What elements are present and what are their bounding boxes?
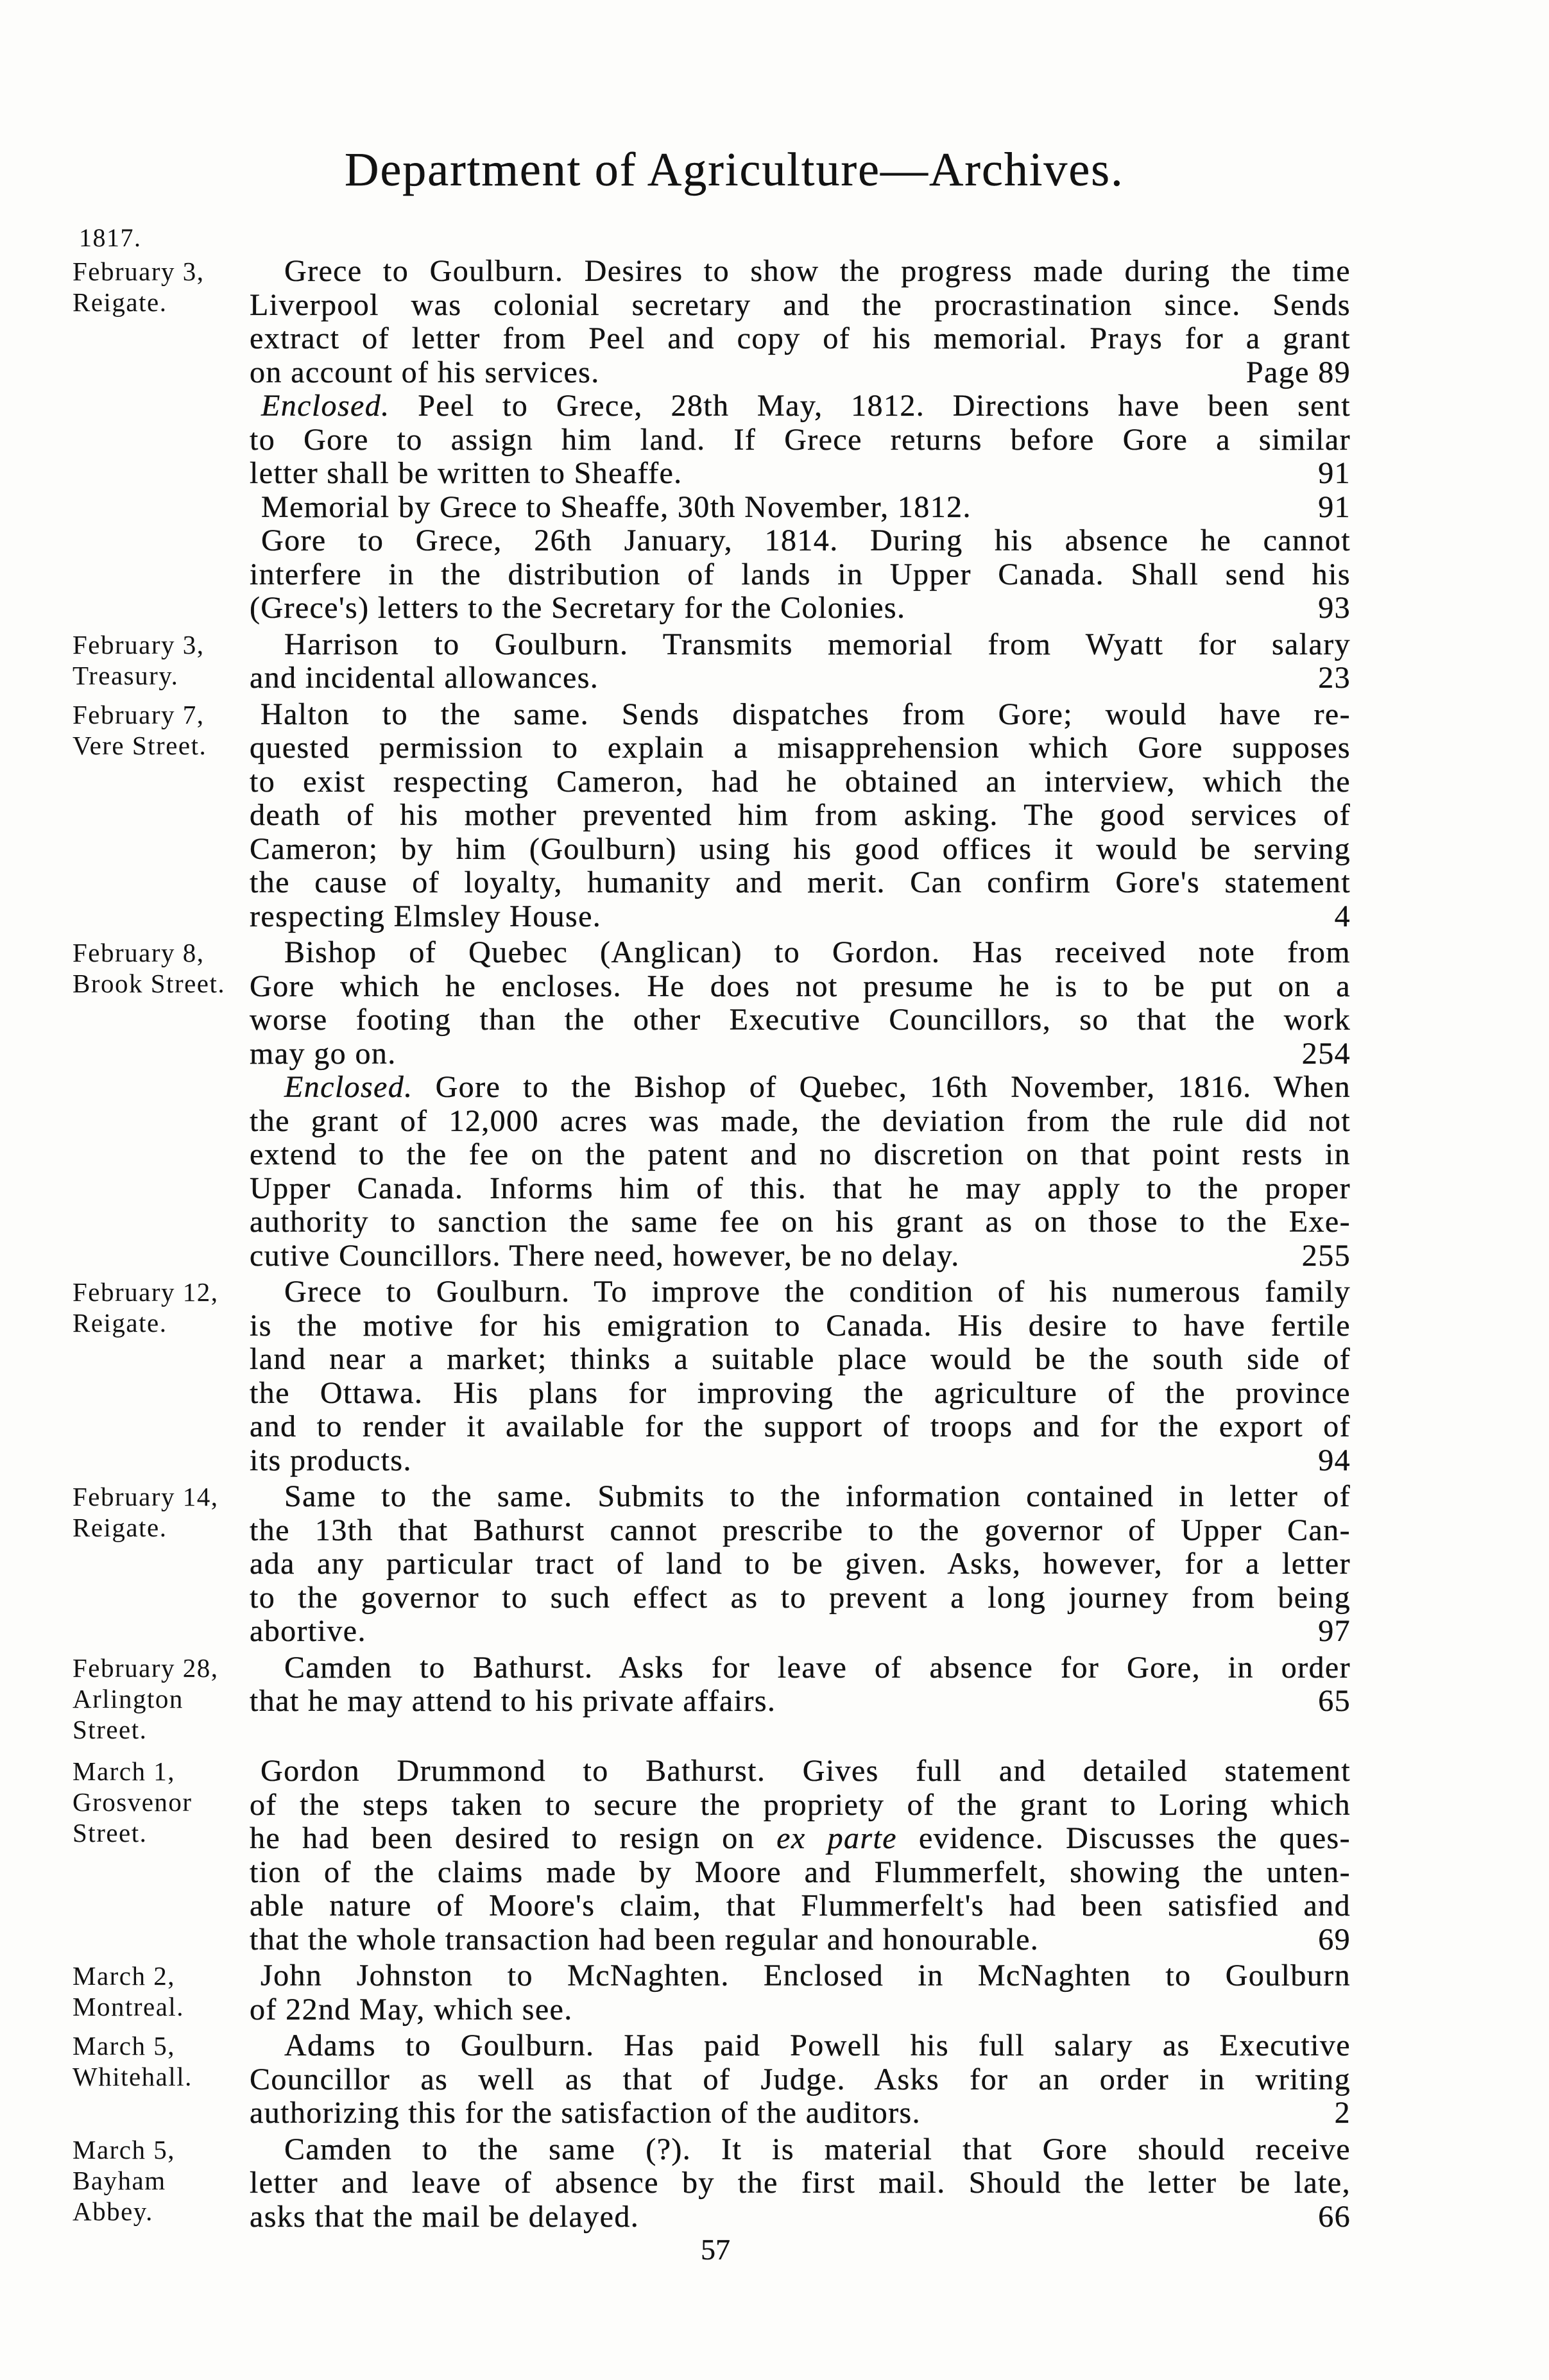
line-text: Adams to Goulburn. Has paid Powell his full salary as Executive: [284, 2028, 1351, 2062]
entry-paragraph: [250, 698, 1351, 934]
entry-margin: [73, 2030, 241, 2092]
line-text: Memorial by Grece to Sheaffe, 30th November, 1812.: [261, 489, 971, 524]
line-text: is the motive for his emigration to Canada. His desire to have fertile: [250, 1308, 1351, 1343]
line-text: able nature of Moore's claim, that Flummerfelt's had been satisfied and: [250, 1889, 1351, 1923]
line-text: Gordon Drummond to Bathurst. Gives full and detailed statement: [261, 1754, 1351, 1788]
entry-margin: [73, 629, 241, 691]
entry-body: [250, 1651, 1351, 1719]
entry-margin: [73, 1960, 241, 2022]
text-line: [250, 457, 1351, 491]
line-text: Camden to Bathurst. Asks for leave of absence for Gore, in order: [284, 1650, 1351, 1685]
entry-place: Treasury.: [73, 660, 179, 690]
entry-paragraph: [250, 1959, 1351, 2027]
page-reference: Page 89: [1245, 355, 1351, 389]
entry-body: [250, 1755, 1351, 1957]
text-line: [250, 2166, 1351, 2200]
entry-body: [250, 2133, 1351, 2234]
line-text: the cause of loyalty, humanity and merit. Can confirm Gore's statement: [250, 865, 1351, 899]
text-line: [250, 1923, 1351, 1957]
line-text: Gore which he encloses. He does not presume he is to be put on a: [250, 969, 1351, 1003]
entry-date: February 14,: [73, 1482, 219, 1511]
text-line: [250, 491, 1351, 525]
entry-paragraph: [250, 389, 1351, 491]
page-reference: 97: [1318, 1614, 1351, 1648]
text-line: [250, 1651, 1351, 1685]
entry-place: Whitehall.: [73, 2062, 193, 2091]
text-line: [250, 2200, 1351, 2234]
entry-margin: [73, 2134, 241, 2227]
text-line: [250, 661, 1351, 695]
line-text: Harrison to Goulburn. Transmits memorial from Wyatt for salary: [284, 627, 1351, 661]
text-line: [250, 558, 1351, 592]
line-text: Cameron; by him (Goulburn) using his good offices it would be serving: [250, 831, 1351, 866]
entry-body: [250, 1275, 1351, 1477]
entry-place: Montreal.: [73, 1992, 185, 2021]
page-reference: 2: [1334, 2096, 1351, 2130]
entry-body: [250, 1959, 1351, 2027]
entry-date: February 8,: [73, 938, 205, 967]
entry-date: March 5,: [73, 2031, 176, 2061]
text-line: [250, 1755, 1351, 1789]
entry-place: Arlington: [73, 1683, 184, 1713]
entry-paragraph: [250, 1651, 1351, 1719]
line-text: the Ottawa. His plans for improving the agriculture of the province: [250, 1375, 1351, 1410]
text-line: [250, 1685, 1351, 1719]
entry-margin: [73, 1756, 241, 1848]
text-line: [250, 1003, 1351, 1037]
text-line: [250, 1138, 1351, 1172]
line-text: may go on.: [250, 1036, 397, 1071]
page-reference: 66: [1318, 2199, 1351, 2234]
entry-paragraph: [250, 524, 1351, 625]
entry-paragraph: [250, 1480, 1351, 1649]
line-text: of the steps taken to secure the propriety of the grant to Loring which: [250, 1787, 1351, 1822]
text-segment: evidence. Discusses the ques-: [896, 1821, 1351, 1855]
entry-date: February 7,: [73, 699, 205, 729]
page-reference: 93: [1318, 591, 1351, 625]
text-segment: he had been desired to resign on: [250, 1821, 777, 1855]
text-line: [250, 1105, 1351, 1139]
text-line: [250, 765, 1351, 799]
text-line: [250, 1205, 1351, 1239]
line-text: ada any particular tract of land to be given. Asks, however, for a letter: [250, 1547, 1351, 1581]
text-line: [250, 799, 1351, 833]
line-text: to exist respecting Cameron, had he obtained an interview, which the: [250, 764, 1351, 799]
line-text: Same to the same. Submits to the information contained in letter of: [284, 1479, 1351, 1513]
page-reference: 65: [1318, 1684, 1351, 1718]
text-line: [250, 866, 1351, 900]
entry-margin: [73, 699, 241, 761]
line-text: that the whole transaction had been regular and honourable.: [250, 1922, 1040, 1957]
line-text: of 22nd May, which see.: [250, 1992, 573, 2027]
line-text: and to render it available for the support of troops and for the export of: [250, 1409, 1351, 1443]
line-text: [284, 1070, 1351, 1104]
text-line: [250, 1514, 1351, 1548]
line-text: letter shall be written to Sheaffe.: [250, 456, 683, 490]
calendar-entry: [73, 2132, 1351, 2234]
text-line: [250, 591, 1351, 625]
entry-date: February 28,: [73, 1653, 219, 1683]
text-line: [250, 1275, 1351, 1309]
calendar-entry: [73, 627, 1351, 695]
calendar-entry: [73, 1275, 1351, 1477]
line-text: letter and leave of absence by the first mail. Should the letter be late,: [250, 2166, 1351, 2200]
line-text: interfere in the distribution of lands in Upper Canada. Shall send his: [250, 557, 1351, 591]
entry-place: Street.: [73, 1818, 148, 1848]
entry-date: March 1,: [73, 1756, 176, 1786]
entry-body: [250, 628, 1351, 695]
text-segment: Gore to the Bishop of Quebec, 16th November, 1816. When: [413, 1070, 1351, 1104]
text-line: [250, 1993, 1351, 2027]
line-text: Halton to the same. Sends dispatches from Gore; would have re-: [261, 697, 1351, 731]
line-text: extract of letter from Peel and copy of his memorial. Prays for a grant: [250, 321, 1351, 355]
line-text: tion of the claims made by Moore and Flummerfelt, showing the unten-: [250, 1855, 1351, 1889]
line-text: the grant of 12,000 acres was made, the deviation from the rule did not: [250, 1103, 1351, 1138]
text-line: [250, 1547, 1351, 1581]
entry-paragraph: [250, 1275, 1351, 1477]
line-text: Councillor as well as that of Judge. Asks for an order in writing: [250, 2062, 1351, 2096]
entry-place: Grosvenor: [73, 1787, 193, 1817]
line-text: land near a market; thinks a suitable place would be the south side of: [250, 1342, 1351, 1376]
page-reference: 23: [1318, 661, 1351, 695]
entry-place: Reigate.: [73, 287, 167, 317]
line-text: asks that the mail be delayed.: [250, 2199, 640, 2234]
text-line: [250, 731, 1351, 765]
text-line: [250, 255, 1351, 289]
page-number: 57: [701, 2233, 730, 2266]
entry-paragraph: [250, 936, 1351, 1071]
calendar-entry: [73, 223, 1351, 625]
line-text: Grece to Goulburn. To improve the condition of his numerous family: [284, 1275, 1351, 1309]
entry-date: March 5,: [73, 2134, 176, 2164]
entry-margin: [73, 937, 241, 999]
text-line: [250, 833, 1351, 867]
entry-place: Street.: [73, 1714, 148, 1744]
page-reference: 254: [1301, 1036, 1351, 1071]
line-text: Bishop of Quebec (Anglican) to Gordon. Has received note from: [284, 935, 1351, 969]
entry-date: March 2,: [73, 1961, 176, 1991]
text-segment: Peel to Grece, 28th May, 1812. Directions have been sent: [389, 389, 1351, 423]
line-text: on account of his services.: [250, 355, 600, 389]
entry-margin: [73, 1653, 241, 1745]
line-text: John Johnston to McNaghten. Enclosed in McNaghten to Goulburn: [261, 1959, 1351, 1993]
text-line: [250, 1889, 1351, 1923]
text-line: [250, 1615, 1351, 1649]
line-text: to the governor to such effect as to prevent a long journey from being: [250, 1580, 1351, 1615]
entry-place: Brook Street.: [73, 969, 226, 998]
entry-place: Reigate.: [73, 1513, 167, 1542]
year-heading: 1817.: [79, 223, 142, 252]
entry-paragraph: [250, 1755, 1351, 1957]
line-text: [250, 1821, 1351, 1855]
entry-paragraph: [250, 491, 1351, 525]
line-text: cutive Councillors. There need, however, be no delay.: [250, 1238, 960, 1273]
text-line: [250, 1480, 1351, 1514]
text-line: [250, 970, 1351, 1004]
entry-date: February 12,: [73, 1277, 219, 1307]
entry-margin: [73, 223, 241, 318]
text-line: [250, 2133, 1351, 2167]
entry-body: [250, 1480, 1351, 1649]
page-reference: 69: [1318, 1922, 1351, 1957]
text-line: [250, 1822, 1351, 1856]
entry-paragraph: [250, 628, 1351, 695]
line-text: authority to sanction the same fee on his grant as on those to the Exe-: [250, 1205, 1351, 1239]
line-text: abortive.: [250, 1614, 366, 1648]
text-line: [250, 2063, 1351, 2097]
entries-list: [73, 223, 1351, 2234]
text-line: [250, 1789, 1351, 1823]
text-line: [250, 628, 1351, 662]
text-line: [250, 356, 1351, 390]
text-line: [250, 1856, 1351, 1890]
page-reference: 94: [1318, 1443, 1351, 1477]
line-text: Grece to Goulburn. Desires to show the progress made during the time: [284, 254, 1351, 288]
line-text: authorizing this for the satisfaction of the auditors.: [250, 2096, 921, 2130]
entry-date: February 3,: [73, 629, 205, 659]
line-text: worse footing than the other Executive Councillors, so that the work: [250, 1003, 1351, 1037]
line-text: Camden to the same (?). It is material that Gore should receive: [284, 2132, 1351, 2166]
entry-paragraph: [250, 2133, 1351, 2234]
text-line: [250, 289, 1351, 323]
entry-place: Bayham: [73, 2165, 166, 2195]
page-reference: 91: [1318, 456, 1351, 490]
line-text: its products.: [250, 1443, 412, 1477]
page-reference: 255: [1301, 1238, 1351, 1273]
page-reference: 4: [1334, 899, 1351, 933]
text-line: [250, 1581, 1351, 1615]
italic-text: ex parte: [776, 1821, 897, 1855]
text-line: [250, 1343, 1351, 1377]
text-line: [250, 698, 1351, 732]
text-line: [250, 389, 1351, 423]
text-line: [250, 1037, 1351, 1071]
page-title: Department of Agriculture—Archives.: [345, 144, 1124, 196]
entry-paragraph: [250, 1071, 1351, 1273]
text-line: [250, 1410, 1351, 1444]
entry-date: February 3,: [73, 257, 205, 286]
text-line: [250, 2096, 1351, 2130]
text-line: [250, 524, 1351, 558]
line-text: respecting Elmsley House.: [250, 899, 602, 933]
line-text: the 13th that Bathurst cannot prescribe to the governor of Upper Can-: [250, 1513, 1351, 1547]
text-line: [250, 1377, 1351, 1411]
entry-place: Reigate.: [73, 1308, 167, 1338]
text-line: [250, 1239, 1351, 1273]
line-text: Liverpool was colonial secretary and the procrastination since. Sends: [250, 287, 1351, 322]
line-text: and incidental allowances.: [250, 661, 599, 695]
calendar-entry: [73, 1959, 1351, 2027]
line-text: quested permission to explain a misapprehension which Gore supposes: [250, 731, 1351, 765]
page-reference: 91: [1318, 489, 1351, 524]
line-text: extend to the fee on the patent and no discretion on that point rests in: [250, 1137, 1351, 1171]
text-line: [250, 1444, 1351, 1478]
text-line: [250, 1172, 1351, 1206]
entry-place: Vere Street.: [73, 730, 207, 760]
line-text: [261, 389, 1351, 423]
text-line: [250, 1309, 1351, 1343]
calendar-entry: [73, 1479, 1351, 1649]
entry-margin: [73, 1277, 241, 1338]
entry-body: [250, 936, 1351, 1273]
text-line: [250, 936, 1351, 970]
entry-margin: [73, 1481, 241, 1543]
entry-paragraph: [250, 2029, 1351, 2130]
text-line: [250, 1071, 1351, 1105]
line-text: to Gore to assign him land. If Grece returns before Gore a similar: [250, 422, 1351, 457]
text-line: [250, 1959, 1351, 1993]
entry-body: [250, 255, 1351, 625]
calendar-entry: [73, 2028, 1351, 2130]
text-line: [250, 423, 1351, 457]
calendar-entry: [73, 935, 1351, 1273]
text-line: [250, 322, 1351, 356]
entry-place: Abbey.: [73, 2196, 153, 2226]
line-text: Gore to Grece, 26th January, 1814. During his absence he cannot: [261, 523, 1351, 557]
line-text: Upper Canada. Informs him of this. that he may apply to the proper: [250, 1171, 1351, 1205]
text-line: [250, 900, 1351, 934]
entry-body: [250, 2029, 1351, 2130]
text-line: [250, 2029, 1351, 2063]
line-text: death of his mother prevented him from asking. The good services of: [250, 798, 1351, 832]
entry-body: [250, 698, 1351, 934]
calendar-entry: [73, 1754, 1351, 1957]
entry-paragraph: [250, 255, 1351, 389]
line-text: that he may attend to his private affairs.: [250, 1684, 776, 1718]
calendar-entry: [73, 697, 1351, 934]
italic-text: Enclosed.: [261, 389, 390, 423]
italic-text: Enclosed.: [284, 1070, 413, 1104]
line-text: (Grece's) letters to the Secretary for the Colonies.: [250, 591, 906, 625]
calendar-entry: [73, 1650, 1351, 1744]
